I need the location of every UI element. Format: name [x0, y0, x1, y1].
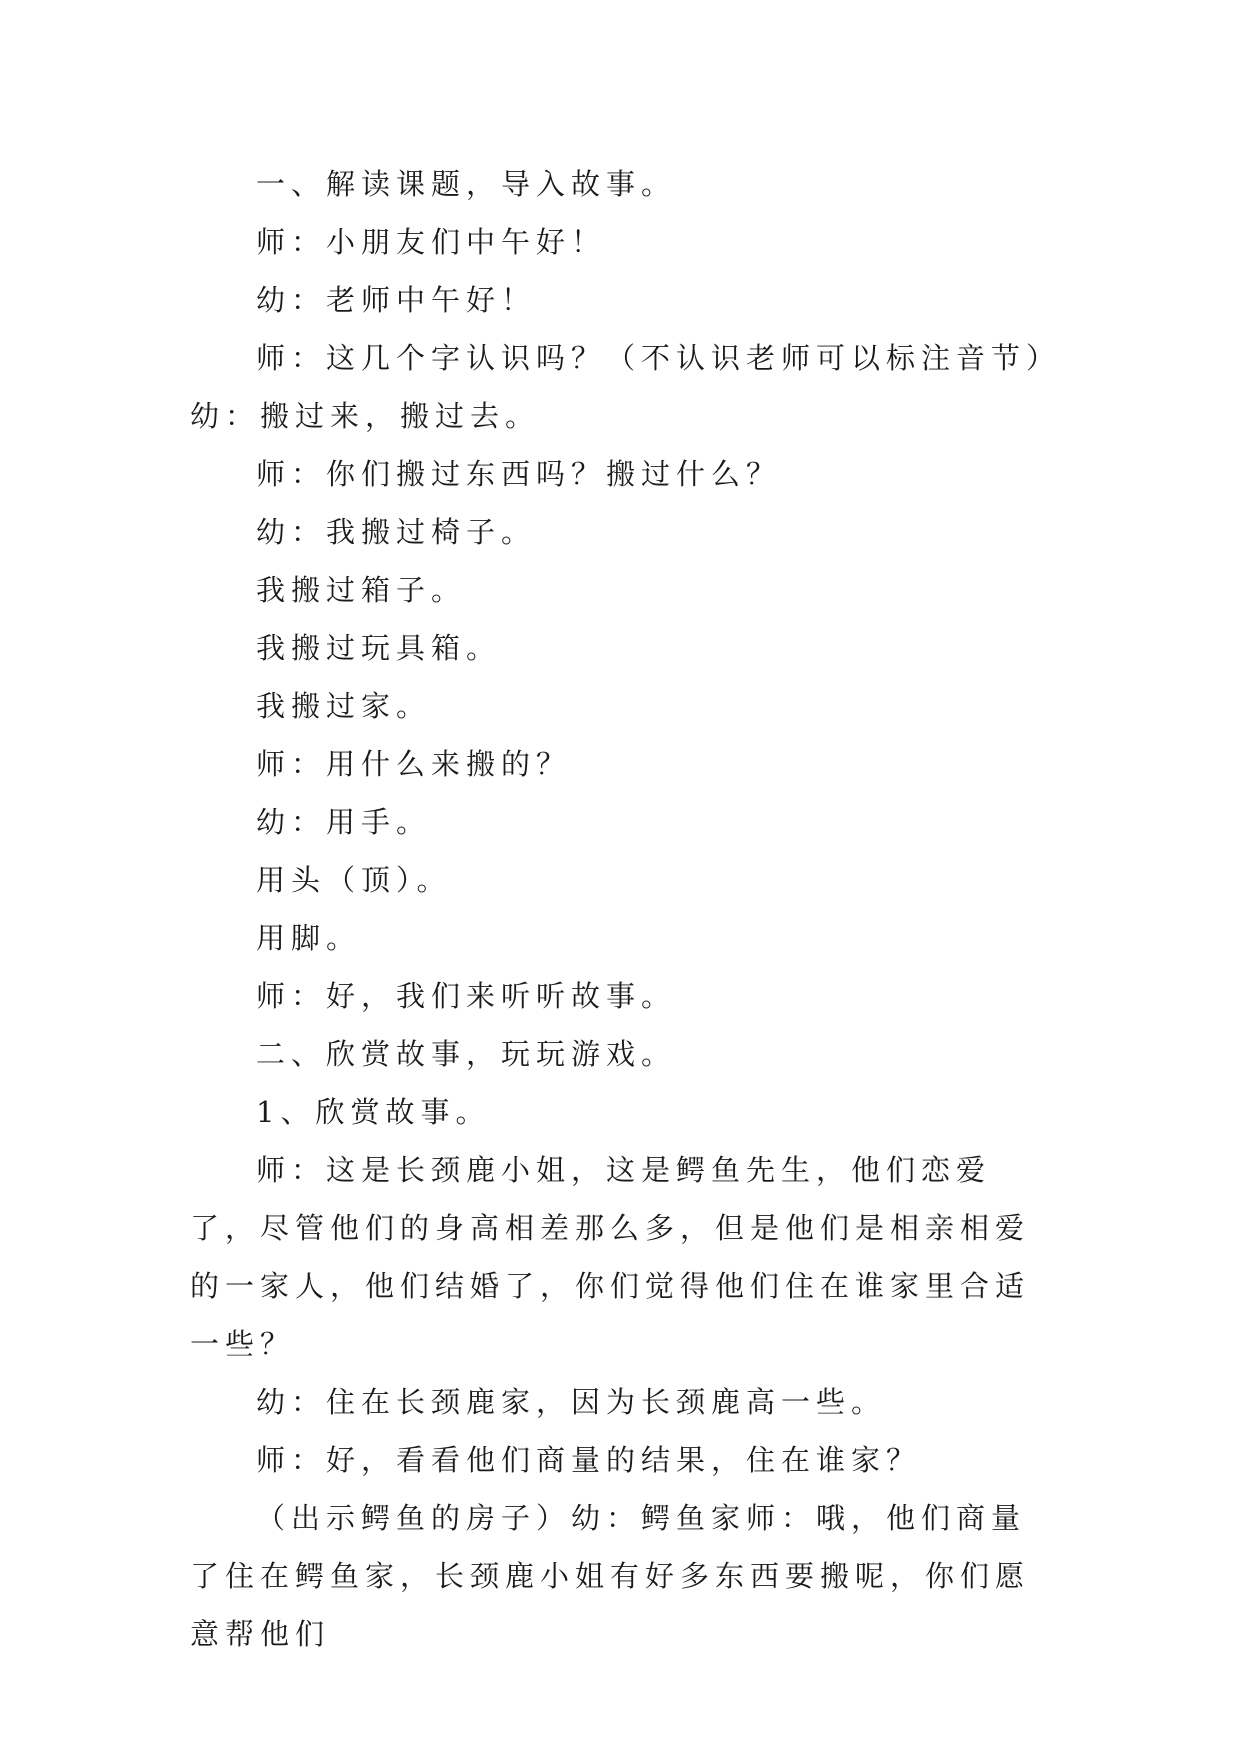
paragraph: 师：你们搬过东西吗？搬过什么？ [256, 457, 782, 491]
paragraph: 师：好，我们来听听故事。 [256, 979, 677, 1013]
paragraph: 幼：住在长颈鹿家，因为长颈鹿高一些。 [256, 1385, 887, 1419]
paragraph: （出示鳄鱼的房子）幼：鳄鱼家师：哦，他们商量了住在鳄鱼家，长颈鹿小姐有好多东西要搬呢，你们愿意帮他们 [190, 1501, 1031, 1651]
paragraph: 师：这几个字认识吗？（不认识老师可以标注音节）幼：搬过来，搬过去。 [190, 341, 1047, 433]
paragraph: 幼：用手。 [256, 805, 432, 839]
paragraph: 1、欣赏故事。 [256, 1095, 491, 1129]
paragraph: 我搬过家。 [256, 689, 432, 723]
paragraph: 师：这是长颈鹿小姐，这是鳄鱼先生，他们恋爱了，尽管他们的身高相差那么多，但是他们是相亲相爱的一家人，他们结婚了，你们觉得他们住在谁家里合适一些？ [190, 1153, 1031, 1361]
document-page [190, 155, 1060, 1663]
paragraph: 师：用什么来搬的？ [256, 747, 572, 781]
paragraph: 用头（顶）。 [256, 863, 452, 897]
paragraph: 用脚。 [256, 921, 362, 955]
paragraph: 我搬过箱子。 [256, 573, 467, 607]
paragraph: 师：小朋友们中午好！ [256, 225, 607, 259]
paragraph: 一、解读课题，导入故事。 [256, 167, 677, 201]
paragraph: 幼：我搬过椅子。 [256, 515, 537, 549]
paragraph: 二、欣赏故事，玩玩游戏。 [256, 1037, 677, 1071]
paragraph: 师：好，看看他们商量的结果，住在谁家？ [256, 1443, 922, 1477]
paragraph: 我搬过玩具箱。 [256, 631, 502, 665]
paragraph: 幼：老师中午好！ [256, 283, 537, 317]
